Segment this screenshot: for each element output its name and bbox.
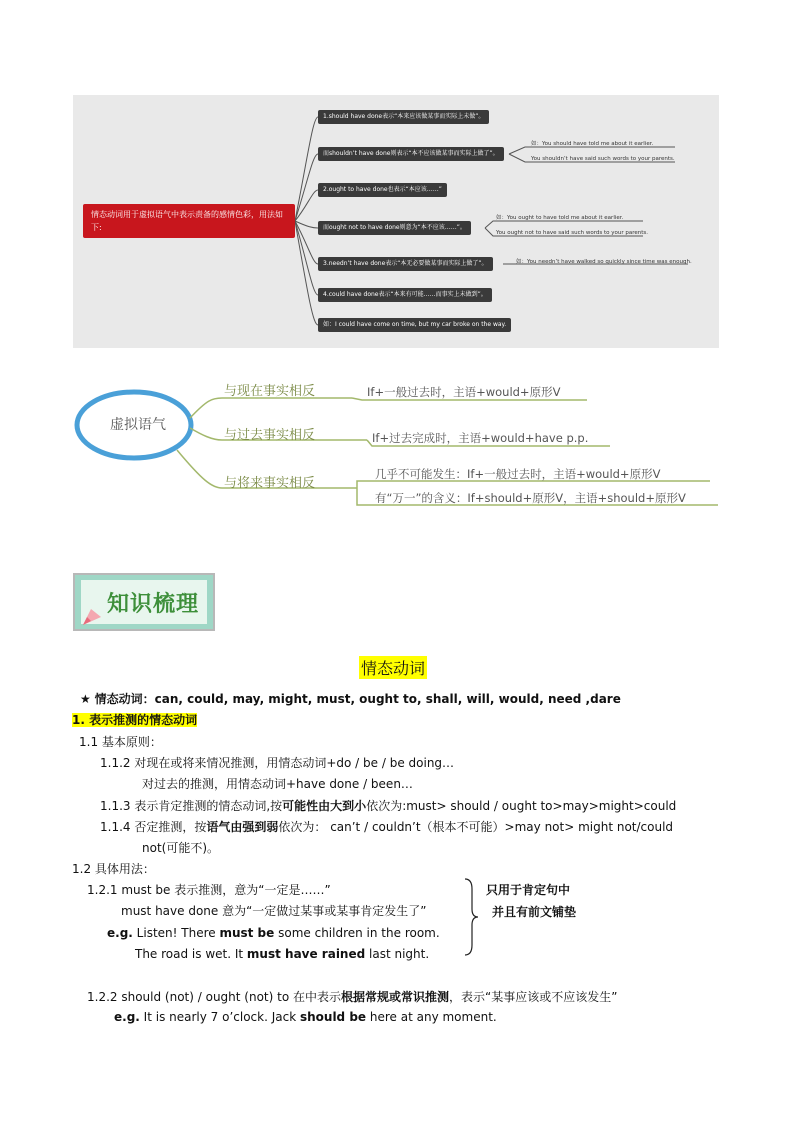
example-emphasis: must be — [219, 926, 275, 940]
section-heading — [72, 712, 197, 728]
example-text: The road is wet. It — [135, 947, 247, 961]
usage-text: 1.2.2 should (not) / ought (not) to 在中表示 — [87, 990, 341, 1004]
note-line — [486, 882, 570, 898]
example-text: Listen! There — [132, 926, 220, 940]
branch-label: 与现在事实相反 — [224, 384, 316, 399]
example-text: here at any moment. — [366, 1010, 497, 1024]
rule-emphasis: 可能性由大到小 — [282, 799, 367, 813]
mindmap-node: 而ought not to have done则意为“本不应该……”。 — [318, 221, 471, 235]
usage-line — [87, 989, 617, 1005]
mindmap-node: 3.needn’t have done表示“本无必要做某事而实际上做了”。 — [318, 257, 493, 271]
subjunctive-mindmap — [72, 370, 722, 520]
example-emphasis: must have rained — [246, 947, 366, 961]
subsection-heading: 1.2 具体用法： — [72, 862, 155, 876]
example-text: some children in the room. — [274, 926, 440, 940]
mindmap-node: 1.should have done表示“本来应该做某事而实际上未做”。 — [318, 110, 489, 124]
star-icon: ★ — [80, 692, 91, 706]
eg-label: e.g. — [107, 926, 133, 940]
example-line — [107, 925, 440, 941]
rule-text: 依次为:must> should / ought to>may>might>could — [366, 799, 677, 813]
branch-label: 与将来事实相反 — [224, 476, 316, 491]
mindmap-center: 虚拟语气 — [110, 417, 166, 433]
mindmap-example: You shouldn’t have said such words to your parents. — [531, 156, 675, 162]
pencil-icon — [79, 599, 109, 629]
example-line — [135, 946, 429, 962]
rule-text: 1.1.4 否定推测，按 — [100, 820, 207, 834]
mindmap-root: 情态动词用于虚拟语气中表示责备的感情色彩，用法如下: — [83, 204, 295, 238]
example-text: last night. — [365, 947, 430, 961]
example-line — [114, 1009, 497, 1025]
eg-label: e.g. — [114, 1010, 140, 1024]
rule-line — [100, 798, 676, 814]
right-brace-icon — [462, 877, 482, 957]
mindmap-node: 4.could have done表示“本来有可能……而事实上未做到”。 — [318, 288, 492, 302]
rule-text: 1.1.3 表示肯定推测的情态动词,按 — [100, 799, 283, 813]
rule-line: 1.1.2 对现在或将来情况推测，用情态动词+do / be / be doing… — [100, 756, 455, 770]
mindmap-node: 如：I could have come on time, but my car broke on the way. — [318, 318, 511, 332]
mindmap-example: You ought not to have said such words to your parents. — [496, 230, 649, 236]
rule-text: 几乎不可能发生：If+一般过去时，主语+would+原形V — [375, 467, 661, 481]
rule-line: not(可能不)。 — [142, 841, 220, 855]
note-text: 并且有前文铺垫 — [492, 905, 577, 919]
rule-text: If+一般过去时，主语+would+原形V — [367, 385, 561, 399]
rule-line: 对过去的推测，用情态动词+have done / been… — [142, 777, 413, 791]
heading-text: 1. 表示推测的情态动词 — [72, 713, 198, 727]
modal-verb-mindmap — [73, 95, 719, 348]
note-text: 只用于肯定句中 — [486, 883, 571, 897]
usage-line: 1.2.1 must be 表示推测，意为“一定是……” — [87, 883, 331, 897]
rule-text: 有“万一”的含义：If+should+原形V，主语+should+原形V — [375, 491, 686, 505]
example-text: It is nearly 7 o’clock. Jack — [139, 1010, 300, 1024]
usage-emphasis: 根据常规或常识推测 — [341, 990, 450, 1004]
usage-text: ，表示“某事应该或不应该发生” — [449, 990, 618, 1004]
list-items: can, could, may, might, must, ought to, shall, will, would, need ,dare — [154, 692, 621, 706]
mindmap-example: 如：You ought to have told me about it earlier. — [496, 215, 624, 221]
mindmap-node: 而shouldn’t have done则表示“本不应该做某事而实际上做了”。 — [318, 147, 504, 161]
note-line — [492, 904, 576, 920]
list-label: 情态动词： — [94, 692, 155, 706]
subsection-heading: 1.1 基本原则： — [79, 735, 162, 749]
section-banner — [73, 573, 215, 631]
banner-title: 知识梳理 — [107, 592, 200, 617]
mindmap-node: 2.ought to have done也表示“本应该……” — [318, 183, 447, 197]
usage-line: must have done 意为“一定做过某事或某事肯定发生了” — [121, 904, 427, 918]
rule-line — [100, 819, 673, 835]
rule-text: 依次为： can’t / couldn’t（根本不可能）>may not> might not/could — [278, 820, 674, 834]
mindmap-example: 如：You should have told me about it earlier. — [531, 141, 654, 147]
rule-text: If+过去完成时，主语+would+have p.p. — [372, 431, 589, 445]
example-emphasis: should be — [299, 1010, 367, 1024]
mindmap-example: 如：You needn’t have walked so quickly since time was enough. — [516, 259, 692, 265]
rule-emphasis: 语气由强到弱 — [206, 820, 279, 834]
modal-verb-list — [80, 691, 621, 707]
branch-label: 与过去事实相反 — [224, 428, 316, 443]
page-title: 情态动词 — [359, 656, 427, 679]
